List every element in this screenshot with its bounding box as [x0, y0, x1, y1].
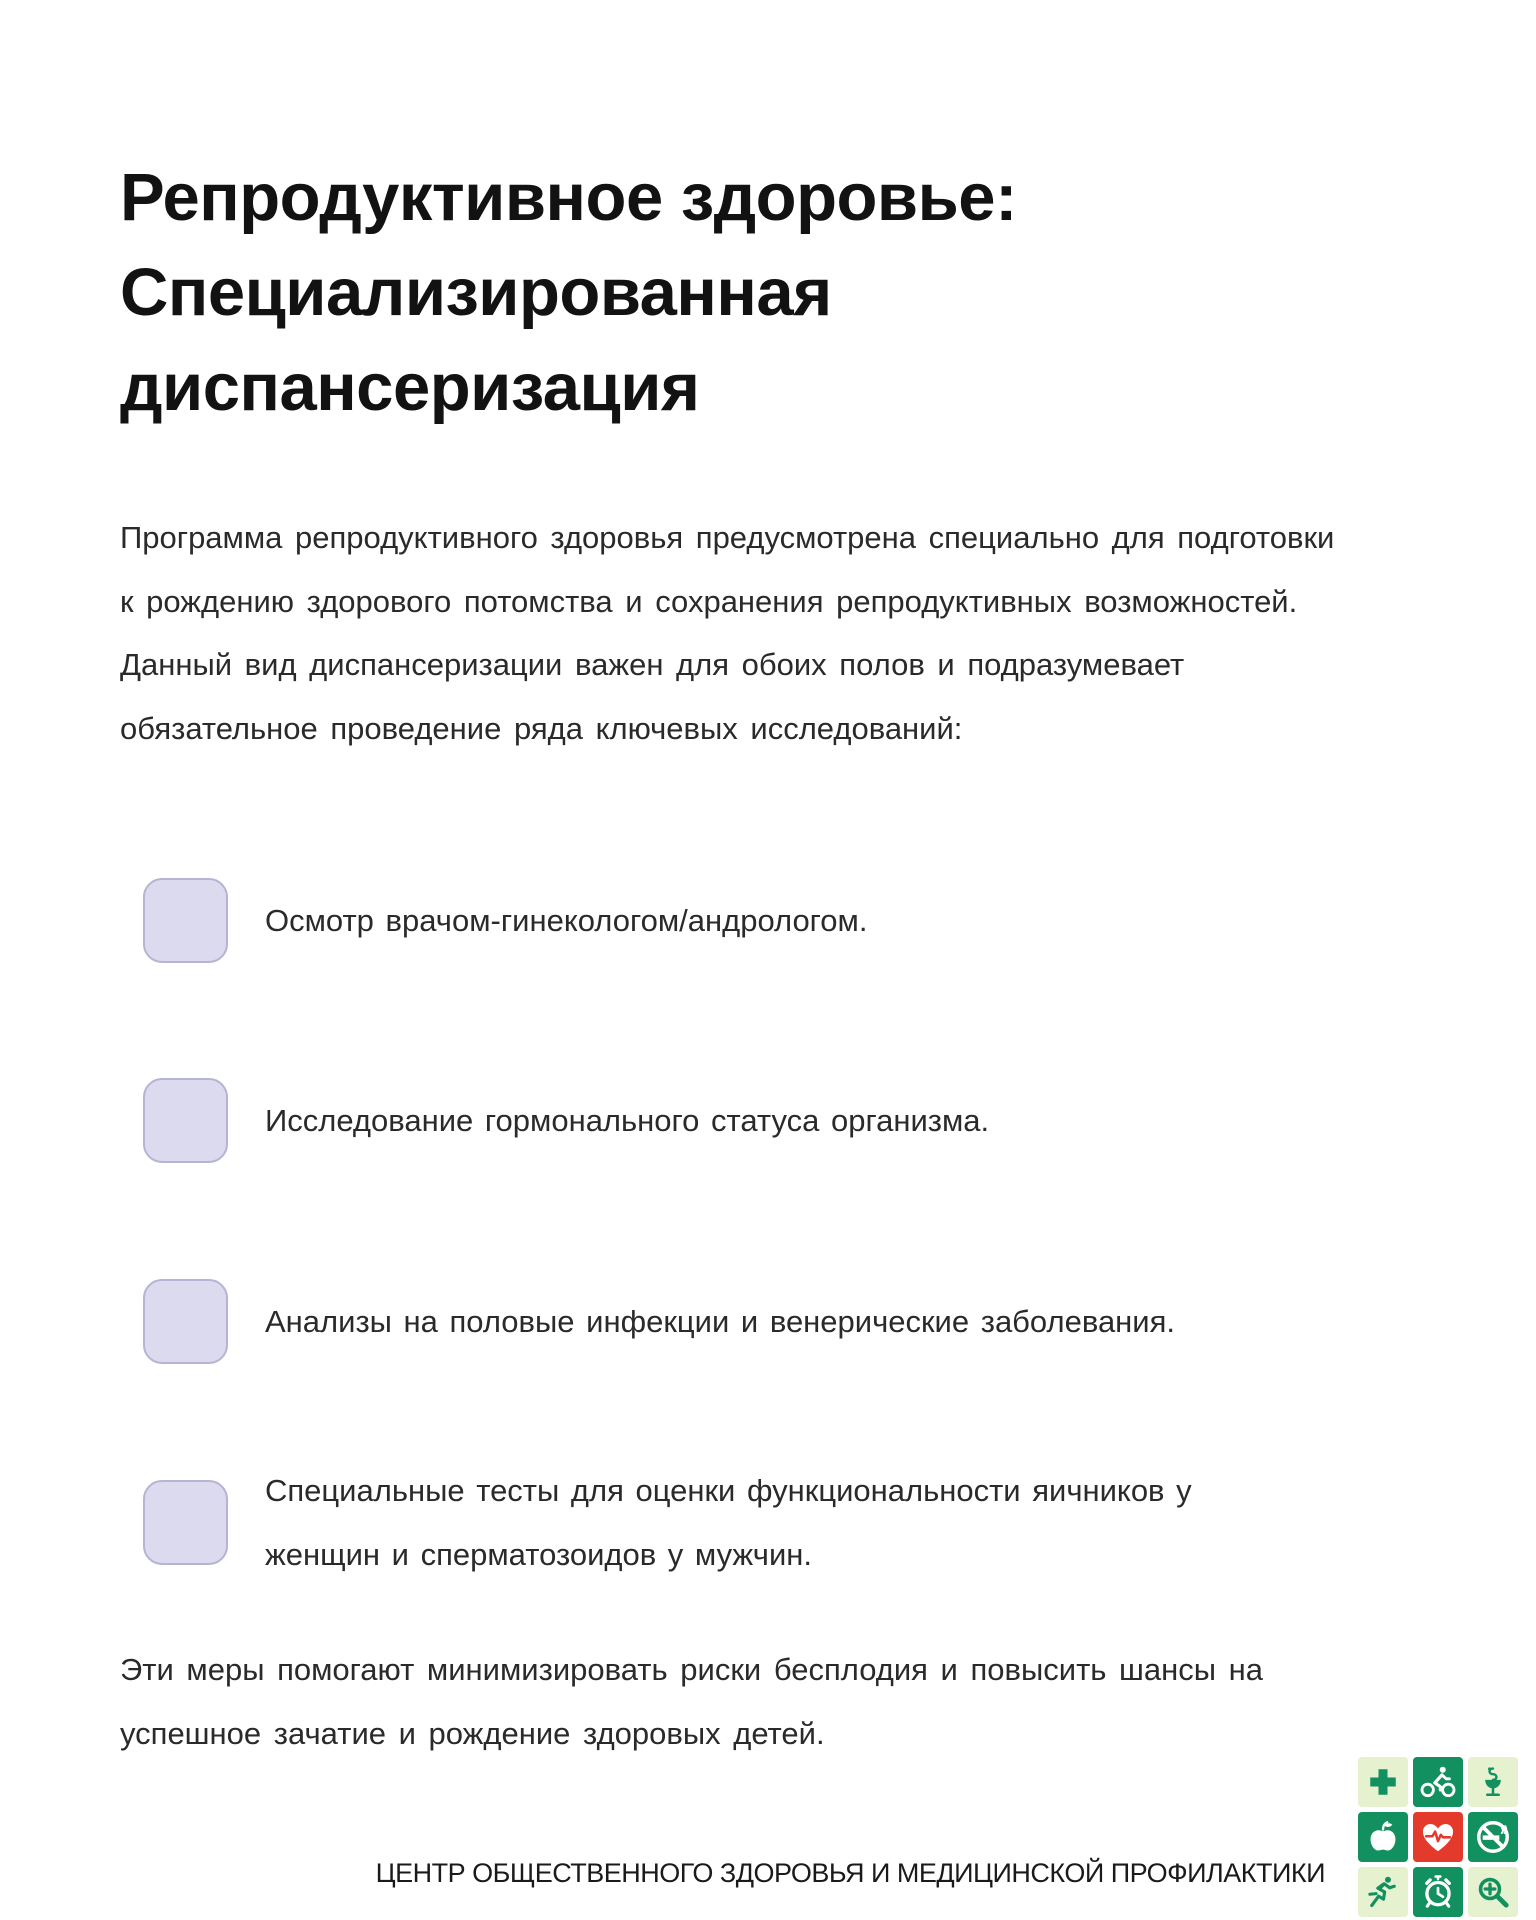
- list-item: [143, 1279, 1295, 1364]
- runner-tile: [1358, 1867, 1408, 1917]
- magnifier-plus-icon: [1475, 1874, 1511, 1910]
- list-item-label: Анализы на половые инфекции и венерические заболевания.: [265, 1303, 1176, 1339]
- list-item: [143, 1078, 1295, 1163]
- footer-org-name: ЦЕНТР ОБЩЕСТВЕННОГО ЗДОРОВЬЯ И МЕДИЦИНСКОЙ ПРОФИЛАКТИКИ: [375, 1858, 1325, 1888]
- cyclist-icon: [1419, 1763, 1457, 1801]
- alarm-clock-icon: [1419, 1873, 1457, 1911]
- list-item-label: Осмотр врачом-гинекологом/андрологом.: [265, 902, 868, 938]
- medical-cross-tile: [1358, 1757, 1408, 1807]
- medical-cross-icon: [1365, 1764, 1401, 1800]
- checkbox-icon: [143, 1078, 228, 1163]
- outro-paragraph: Эти меры помогают минимизировать риски бесплодия и повысить шансы на успешное зачатие и рождение здоровых детей.: [120, 1652, 1264, 1751]
- list-item: [143, 878, 1295, 963]
- list-item-label: Исследование гормонального статуса организма.: [265, 1102, 990, 1138]
- alarm-clock-tile: [1413, 1867, 1463, 1917]
- heart-pulse-tile: [1413, 1812, 1463, 1862]
- cyclist-tile: [1413, 1757, 1463, 1807]
- list-item: [143, 1459, 1295, 1586]
- apple-icon: [1365, 1819, 1401, 1855]
- magnifier-plus-tile: [1468, 1867, 1518, 1917]
- checkbox-icon: [143, 878, 228, 963]
- checkbox-icon: [143, 1279, 228, 1364]
- page-title: Репродуктивное здоровье: Специализированная диспансеризация: [120, 160, 1017, 425]
- apple-tile: [1358, 1812, 1408, 1862]
- hygieia-bowl-icon: [1476, 1765, 1510, 1799]
- no-smoking-tile: [1468, 1812, 1518, 1862]
- list-item-label: Специальные тесты для оценки функциональности яичников у женщин и сперматозоидов у мужчин.: [265, 1473, 1192, 1572]
- no-smoking-icon: [1474, 1818, 1512, 1856]
- hygieia-bowl-tile: [1468, 1757, 1518, 1807]
- health-center-logo: [1358, 1757, 1518, 1917]
- checkbox-icon: [143, 1480, 228, 1565]
- intro-paragraph: Программа репродуктивного здоровья предусмотрена специально для подготовки к рождению здорового потомства и сохранения репродуктивных возможностей. Данный вид диспансеризации важен для обоих полов и подразумевает обязательное проведение ряда ключевых исследований:: [120, 520, 1335, 746]
- runner-icon: [1365, 1874, 1401, 1910]
- heart-pulse-icon: [1419, 1818, 1457, 1856]
